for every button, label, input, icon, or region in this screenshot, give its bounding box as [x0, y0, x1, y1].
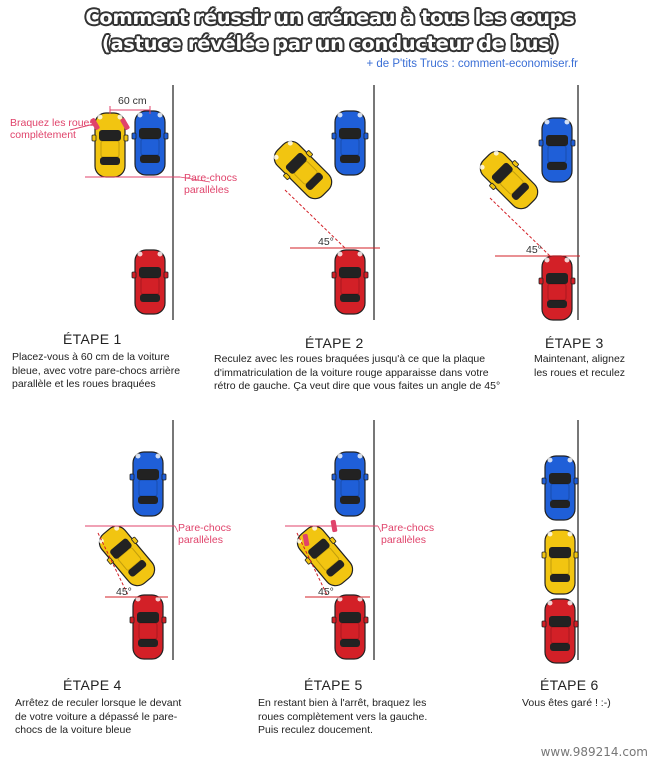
angle-label-5: 45° — [318, 586, 334, 598]
step1-text: Placez-vous à 60 cm de la voiture bleue, avec votre pare-chocs arrière parallèle et les roues braquées — [12, 351, 181, 390]
step6-blue-car — [542, 456, 578, 520]
step2-text: Reculez avec les roues braquées jusqu'à ce que la plaque d'immatriculation de la voiture rouge apparaisse dans votre rétro de gauche. Ça veut dire que vous faites un angle de 45° — [214, 353, 501, 392]
step6-text: Vous êtes garé ! :-) — [522, 697, 611, 709]
step3-blue-car — [539, 118, 575, 182]
steer-note-line1: Braquez les roues — [10, 117, 95, 129]
step6-label: ÉTAPE 6 — [540, 677, 599, 693]
bumpers-note-1-line1: Pare-chocs — [184, 172, 238, 184]
bumpers-note-4-line1: Pare-chocs — [178, 522, 232, 534]
step4-blue-car — [130, 452, 166, 516]
bumpers-note-1-line2: parallèles — [184, 184, 229, 196]
credit-link[interactable]: + de P'tits Trucs : comment-economiser.fr — [366, 58, 578, 70]
step3-label: ÉTAPE 3 — [545, 335, 604, 351]
step5-red-car — [332, 595, 368, 659]
angle-label-3: 45° — [526, 244, 542, 256]
step4-yellow-car — [93, 520, 162, 592]
step4-text: Arrêtez de reculer lorsque le devant de votre voiture a dépassé le pare- chocs de la voiture bleue — [15, 697, 182, 736]
page-title-line1: Comment réussir un créneau à tous les coups — [85, 6, 575, 29]
step2-yellow-car — [268, 135, 339, 206]
step1-label: ÉTAPE 1 — [63, 331, 122, 347]
bumpers-note-5-line2: parallèles — [381, 534, 426, 546]
bumpers-note-5-line1: Pare-chocs — [381, 522, 435, 534]
step4-label: ÉTAPE 4 — [63, 677, 122, 693]
step5-text: En restant bien à l'arrêt, braquez les roues complètement vers la gauche. Puis reculez doucement. — [258, 697, 428, 736]
steer-note-line2: complètement — [10, 129, 76, 141]
page-title-line2: (astuce révélée par un conducteur de bus) — [101, 32, 559, 55]
step1-red-car — [132, 250, 168, 314]
step5-label: ÉTAPE 5 — [304, 677, 363, 693]
step5-yellow-car — [291, 520, 360, 592]
step6-red-car — [542, 599, 578, 663]
step4-red-car — [130, 595, 166, 659]
step3-red-car — [539, 256, 575, 320]
step1-blue-car — [132, 111, 168, 175]
step2-red-car — [332, 250, 368, 314]
step3-yellow-car — [474, 145, 545, 216]
step2-label: ÉTAPE 2 — [305, 335, 364, 351]
step2-blue-car — [332, 111, 368, 175]
bumpers-note-4-line2: parallèles — [178, 534, 223, 546]
step3-text: Maintenant, alignez les roues et reculez — [534, 353, 626, 379]
step5-blue-car — [332, 452, 368, 516]
angle-label-2: 45° — [318, 236, 334, 248]
watermark: www.989214.com — [540, 745, 648, 759]
step6-yellow-car — [542, 530, 578, 594]
distance-label: 60 cm — [118, 95, 147, 107]
angle-label-4: 45° — [116, 586, 132, 598]
